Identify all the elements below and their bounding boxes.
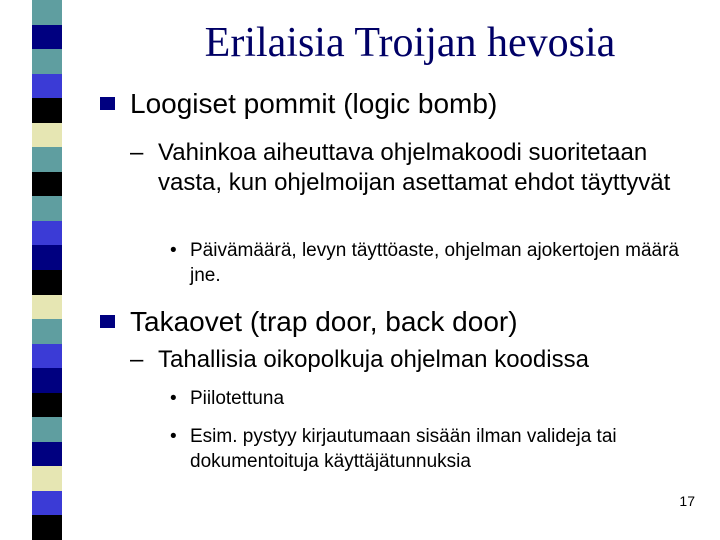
- dash-bullet-icon: –: [130, 346, 144, 373]
- stripe-block: [32, 466, 62, 491]
- stripe-block: [32, 295, 62, 320]
- stripe-block: [32, 515, 62, 540]
- sub-item: [130, 138, 690, 198]
- sub-sub-item: [170, 424, 700, 474]
- stripe-block: [32, 442, 62, 467]
- stripe-block: [32, 245, 62, 270]
- stripe-block: [32, 344, 62, 369]
- slide-title: Erilaisia Troijan hevosia: [204, 20, 616, 66]
- sub-sub-item: [170, 386, 700, 411]
- dash-bullet-icon: –: [130, 139, 144, 166]
- stripe-block: [32, 49, 62, 74]
- dot-bullet-icon: •: [170, 426, 177, 447]
- decorative-stripe: [32, 0, 62, 540]
- dot-bullet-icon: •: [170, 240, 177, 261]
- stripe-block: [32, 123, 62, 148]
- stripe-block: [32, 25, 62, 50]
- sub-item: [130, 345, 690, 375]
- stripe-block: [32, 98, 62, 123]
- stripe-block: [32, 270, 62, 295]
- square-bullet-icon: [100, 97, 115, 110]
- dot-bullet-icon: •: [170, 388, 177, 409]
- stripe-block: [32, 393, 62, 418]
- sub-sub-item-text: Päivämäärä, levyn täyttöaste, ohjelman ajokertojen määrä jne.: [190, 240, 679, 286]
- sub-sub-item: [170, 238, 700, 288]
- stripe-block: [32, 368, 62, 393]
- sub-item-text: Tahallisia oikopolkuja ohjelman koodissa: [158, 346, 589, 373]
- stripe-block: [32, 172, 62, 197]
- stripe-block: [32, 491, 62, 516]
- sub-sub-item-text: Esim. pystyy kirjautumaan sisään ilman valideja tai dokumentoituja käyttäjätunnuksia: [190, 426, 617, 472]
- bullet-text: Takaovet (trap door, back door): [130, 306, 518, 337]
- page-number: 17: [679, 493, 695, 509]
- stripe-block: [32, 319, 62, 344]
- stripe-block: [32, 147, 62, 172]
- stripe-block: [32, 196, 62, 221]
- stripe-block: [32, 417, 62, 442]
- square-bullet-icon: [100, 315, 115, 328]
- stripe-block: [32, 74, 62, 99]
- sub-sub-item-text: Piilotettuna: [190, 388, 285, 409]
- stripe-block: [32, 0, 62, 25]
- stripe-block: [32, 221, 62, 246]
- bullet-text: Loogiset pommit (logic bomb): [130, 88, 498, 119]
- sub-item-text: Vahinkoa aiheuttava ohjelmakoodi suoritetaan vasta, kun ohjelmoijan asettamat ehdot täyttyvät: [158, 139, 671, 196]
